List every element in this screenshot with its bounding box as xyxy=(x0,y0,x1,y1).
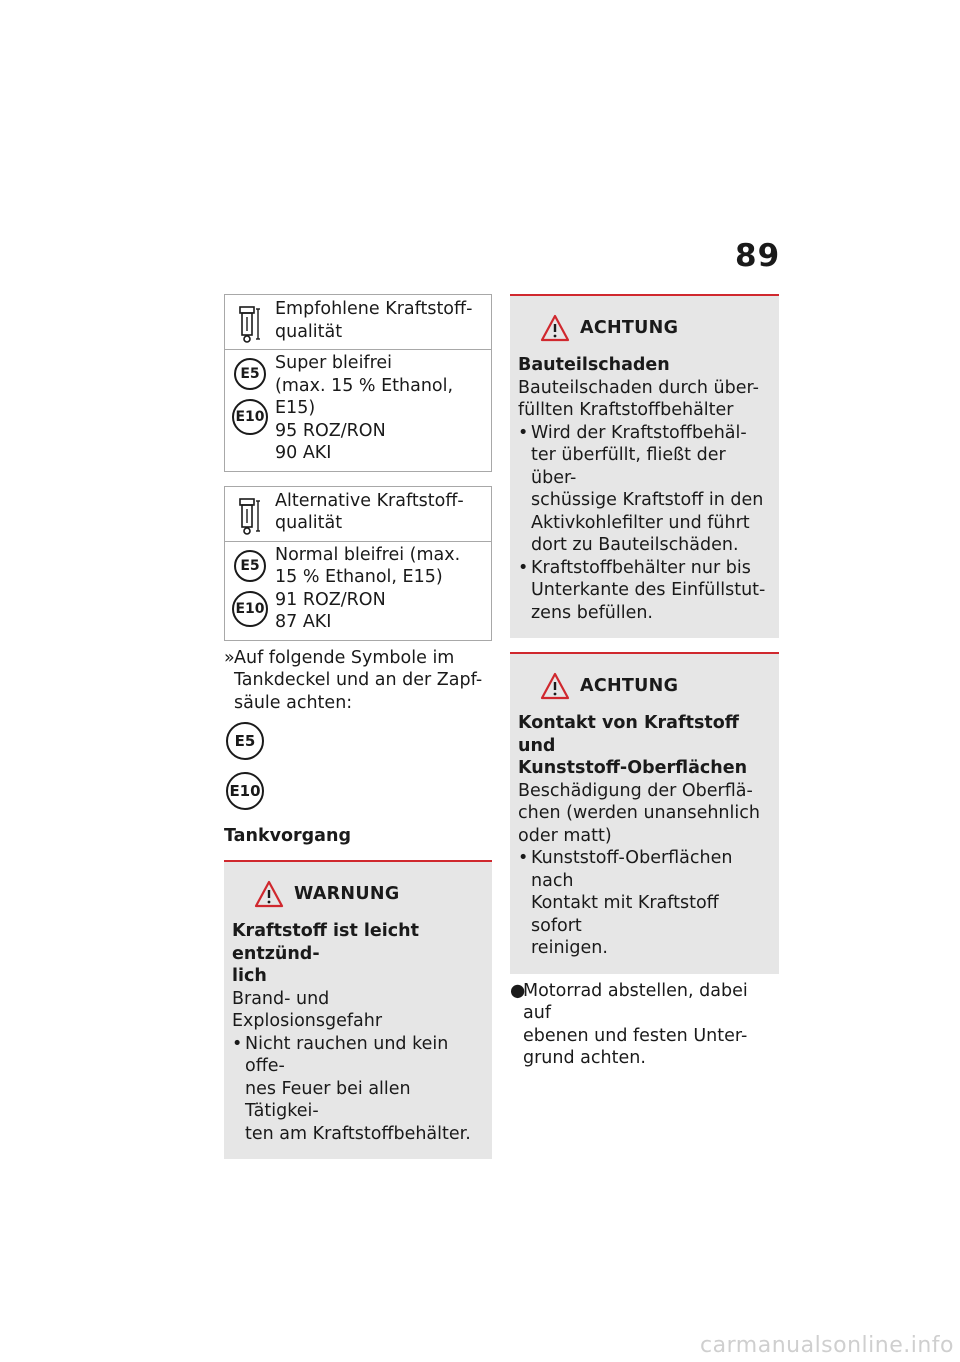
bullet-line: schüssige Kraftstoff in den xyxy=(531,490,764,510)
step-text-line: Auf folgende Symbole im xyxy=(234,647,455,668)
caution-label: ACHTUNG xyxy=(580,318,679,338)
warning-text: Brand- und Explosionsgefahr xyxy=(232,988,383,1031)
caution-bullet: • Kraftstoffbehälter nur bis Unterkante des Einfüllstut- zens befüllen. xyxy=(518,557,766,623)
bullet-line: ten am Kraftstoffbehälter. xyxy=(245,1123,471,1144)
e10-badge-icon: E10 xyxy=(232,591,268,627)
fuel-spec-line: 95 ROZ/RON xyxy=(275,420,386,441)
left-column xyxy=(224,294,492,1159)
caution-title-line: Kontakt von Kraftstoff und xyxy=(518,713,739,756)
bullet-line: Wird der Kraftstoffbehäl- xyxy=(531,422,747,443)
step-text-line: Motorrad abstellen, dabei auf xyxy=(523,980,748,1023)
caution-notice-component-damage xyxy=(510,294,779,638)
e5-badge-icon: E5 xyxy=(234,550,266,582)
step-bullet-marker: ● xyxy=(510,980,526,1001)
caution-text-line: oder matt) xyxy=(518,825,612,846)
caution-text-line: Bauteilschaden durch über- xyxy=(518,377,759,398)
bullet-line: Unterkante des Einfüllstut- xyxy=(531,580,766,600)
e5-badge-icon: E5 xyxy=(234,358,266,390)
caution-title xyxy=(518,712,771,780)
fuel-pump-icon xyxy=(225,487,275,541)
bullet-line: zens befüllen. xyxy=(531,602,653,623)
caution-notice-plastic-surfaces xyxy=(510,652,779,974)
warning-label: WARNUNG xyxy=(294,884,400,904)
step-marker: » xyxy=(224,647,235,668)
table-header-line: Empfohlene Kraftstoff- xyxy=(275,299,473,319)
caution-text xyxy=(518,780,771,848)
caution-title: Bauteilschaden xyxy=(518,355,670,375)
watermark: carmanualsonline.info xyxy=(700,1333,954,1358)
fuel-table-body xyxy=(225,541,491,640)
caution-bullet: • Kunststoff-Oberflächen nach Kontakt mit Kraftstoff sofort reinigen. xyxy=(518,848,733,958)
instruction-step xyxy=(224,647,492,715)
step-text-line: säule achten: xyxy=(234,692,353,713)
fuel-spec-line: 87 AKI xyxy=(275,612,332,632)
fuel-spec-line: 15 % Ethanol, E15) xyxy=(275,567,443,587)
caution-text xyxy=(518,377,771,422)
e10-symbol-icon: E10 xyxy=(226,772,264,810)
fuel-spec-line: Normal bleifrei (max. xyxy=(275,544,461,565)
table-header-line: qualität xyxy=(275,321,343,342)
caution-label: ACHTUNG xyxy=(580,676,679,696)
fuel-spec-line: E15) xyxy=(275,398,316,418)
e5-symbol-icon: E5 xyxy=(226,722,264,760)
fuel-quality-table-recommended xyxy=(224,294,492,472)
fuel-spec-line: Super bleifrei xyxy=(275,353,393,373)
bullet-line: Kraftstoffbehälter nur bis xyxy=(531,557,751,578)
warning-notice xyxy=(224,860,492,1159)
fuel-pump-icon xyxy=(225,295,275,349)
section-title: Tankvorgang xyxy=(224,826,351,846)
caution-text-line: füllten Kraftstoffbehälter xyxy=(518,400,734,420)
fuel-spec-line: 90 AKI xyxy=(275,443,332,463)
fuel-spec-line: 91 ROZ/RON xyxy=(275,589,386,610)
fuel-spec-line: (max. 15 % Ethanol, xyxy=(275,375,454,396)
warning-title-line: lich xyxy=(232,966,267,986)
bullet-line: Kunststoff-Oberflächen nach xyxy=(531,848,733,891)
caution-triangle-icon xyxy=(540,314,570,342)
bullet-line: Nicht rauchen und kein offe- xyxy=(245,1033,449,1076)
bullet-line: ter überfüllt, fließt der über- xyxy=(531,445,726,488)
symbol-stack xyxy=(224,722,492,822)
bullet-line: nes Feuer bei allen Tätigkei- xyxy=(245,1078,411,1121)
e10-badge-icon: E10 xyxy=(232,399,268,435)
warning-title-line: Kraftstoff ist leicht entzünd- xyxy=(232,921,419,964)
table-header-line: Alternative Kraftstoff- xyxy=(275,490,464,511)
bullet-line: Kontakt mit Kraftstoff sofort xyxy=(531,893,719,936)
right-column xyxy=(510,294,779,1070)
fuel-table-body xyxy=(225,349,491,471)
fuel-table-header xyxy=(225,295,491,349)
page-number: 89 xyxy=(735,238,781,274)
caution-title-line: Kunststoff-Oberflächen xyxy=(518,758,748,778)
table-header-line: qualität xyxy=(275,513,343,533)
warning-bullet: • Nicht rauchen und kein offe- nes Feuer bei allen Tätigkei- ten am Kraftstoffbehälter. xyxy=(232,1033,471,1144)
step-text-line: Tankdeckel und an der Zapf- xyxy=(234,670,483,690)
fuel-table-header xyxy=(225,487,491,541)
caution-bullet: • Wird der Kraftstoffbehäl- ter überfüllt, fließt der über- schüssige Kraftstoff in den Aktivkohlefilter und führt dort zu Bauteilschäden. xyxy=(518,422,764,555)
bullet-line: Aktivkohlefilter und führt xyxy=(531,512,750,533)
fuel-quality-table-alternative xyxy=(224,486,492,641)
warning-triangle-icon xyxy=(254,880,284,908)
bullet-line: reinigen. xyxy=(531,938,608,958)
final-step xyxy=(510,980,779,1070)
bullet-line: dort zu Bauteilschäden. xyxy=(531,535,739,555)
caution-text-line: chen (werden unansehnlich xyxy=(518,803,760,823)
warning-title xyxy=(232,920,484,988)
step-text-line: grund achten. xyxy=(523,1048,646,1068)
caution-triangle-icon xyxy=(540,672,570,700)
step-text-line: ebenen und festen Unter- xyxy=(523,1025,748,1046)
caution-text-line: Beschädigung der Oberflä- xyxy=(518,780,753,801)
